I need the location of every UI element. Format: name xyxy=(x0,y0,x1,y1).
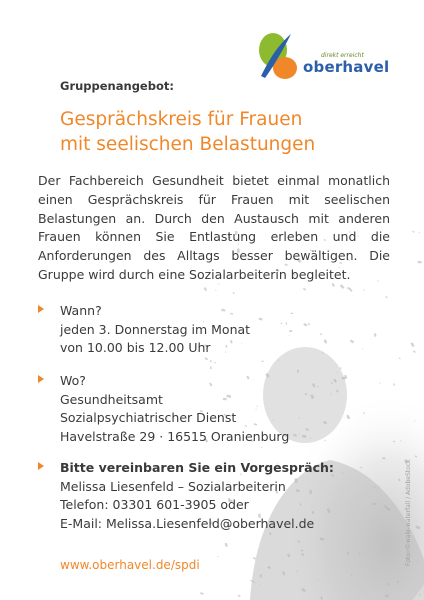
shard-fragment xyxy=(340,367,341,369)
contact-email-link[interactable]: E-Mail: Melissa.Liesenfeld@oberhavel.de xyxy=(60,515,315,531)
shard-fragment xyxy=(200,592,204,595)
shard-fragment xyxy=(210,360,211,362)
shard-fragment xyxy=(347,287,351,290)
contact-phone: Telefon: 03301 601-3905 oder xyxy=(60,497,249,512)
shard-fragment xyxy=(374,333,376,337)
logo-mark-icon xyxy=(255,30,303,82)
oberhavel-logo xyxy=(255,30,390,82)
shard-fragment xyxy=(291,313,293,315)
shard-fragment xyxy=(382,457,385,459)
when-line: von 10.00 bis 12.00 Uhr xyxy=(60,340,211,355)
shard-fragment xyxy=(340,284,345,289)
shard-fragment xyxy=(238,595,241,597)
where-line: Havelstraße 29 · 16515 Oranienburg xyxy=(60,428,290,444)
title-line-1: Gesprächskreis für Frauen xyxy=(60,109,303,130)
shard-fragment xyxy=(412,231,414,233)
photo-credit: Foto: ©wale-waterfall / AdobeStock xyxy=(405,459,412,566)
bullet-arrow-icon xyxy=(38,375,44,383)
shard-fragment xyxy=(363,289,364,291)
shard-fragment xyxy=(204,287,207,291)
where-line: Sozialpsychiatrischer Dienst xyxy=(60,410,237,425)
shard-fragment xyxy=(205,357,208,360)
shard-fragment xyxy=(214,362,216,364)
shard-fragment xyxy=(385,296,388,298)
shard-fragment xyxy=(397,581,399,583)
shard-fragment xyxy=(210,367,212,370)
shard-fragment xyxy=(419,594,421,595)
shard-fragment xyxy=(217,556,218,557)
contact-line: Melissa Liesenfeld – Sozialarbeiterin xyxy=(60,478,286,494)
shard-fragment xyxy=(260,574,262,577)
when-line: jeden 3. Donnerstag im Monat xyxy=(60,321,251,337)
logo-slogan: direkt erreicht xyxy=(321,52,364,59)
shard-fragment xyxy=(259,318,263,321)
page-title xyxy=(60,107,315,157)
shard-fragment xyxy=(278,360,279,361)
title-line-2: mit seelischen Belastungen xyxy=(60,134,316,155)
shard-fragment xyxy=(286,322,288,324)
shard-fragment xyxy=(232,292,234,294)
bullet-arrow-icon xyxy=(38,305,44,313)
where-heading: Wo? xyxy=(60,373,86,388)
shard-fragment xyxy=(282,571,285,575)
website-link[interactable]: www.oberhavel.de/spdi xyxy=(60,558,200,572)
shard-fragment xyxy=(289,330,292,332)
shard-fragment xyxy=(418,261,422,264)
shard-fragment xyxy=(419,232,420,234)
shard-fragment xyxy=(303,288,306,291)
logo-wordmark: oberhavel xyxy=(303,58,390,76)
shard-fragment xyxy=(215,290,216,292)
where-line: Gesundheitsamt xyxy=(60,391,163,407)
eyebrow-label: Gruppenangebot: xyxy=(60,79,174,93)
when-heading: Wann? xyxy=(60,303,102,318)
intro-paragraph: Der Fachbereich Gesundheit bietet einmal monatlich einen Gesprächskreis für Frauen mit seelischen Belastungen an. Durch den Austausch mit anderen Frauen können Sie Entlastung erleben und die Anforderungen des Alltags besser bewältigen. Die Gruppe wird durch eine Sozialarbeiterin begleitet. xyxy=(38,173,390,282)
bullet-arrow-icon xyxy=(38,462,44,470)
contact-heading: Bitte vereinbaren Sie ein Vorgespräch: xyxy=(60,460,334,475)
shard-fragment xyxy=(330,393,331,394)
